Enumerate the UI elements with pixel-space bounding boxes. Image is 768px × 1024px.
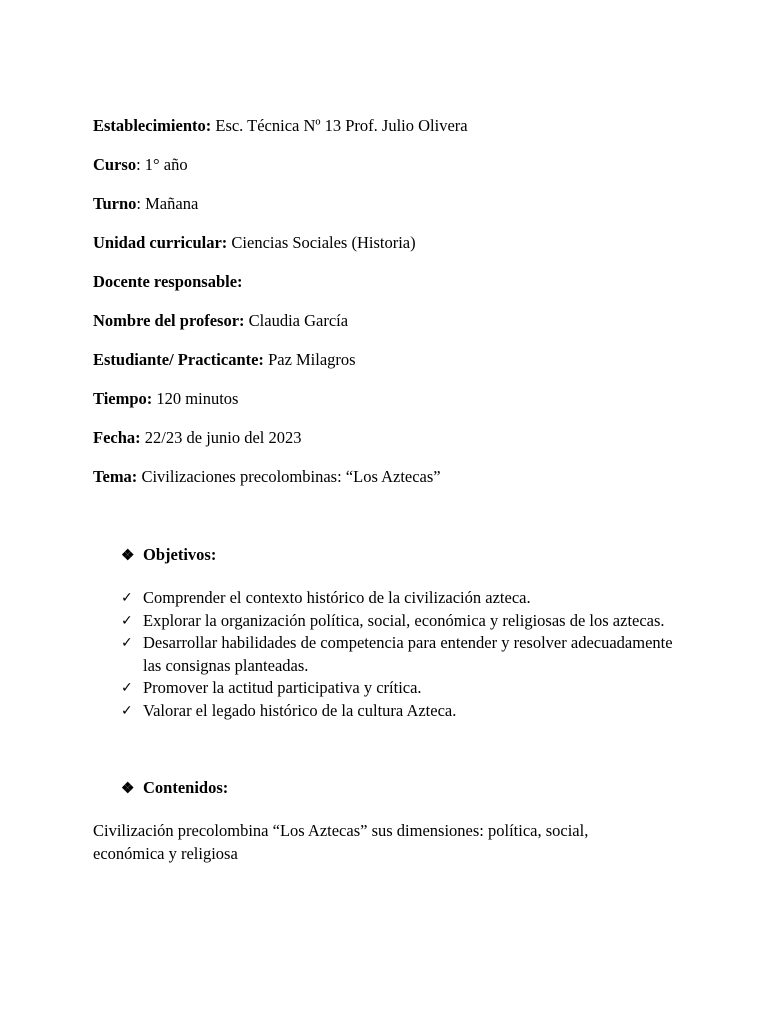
- field-label: Turno: [93, 194, 137, 213]
- objective-text: Explorar la organización política, social, económica y religiosas de los aztecas.: [143, 610, 665, 630]
- list-item: [121, 610, 681, 633]
- field-value: 22/23 de junio del 2023: [140, 428, 302, 447]
- contents-heading: [121, 778, 228, 799]
- field-label: Estudiante/ Practicante:: [93, 350, 264, 369]
- objective-text: Comprender el contexto histórico de la civilización azteca.: [143, 588, 531, 607]
- field-establecimiento: [93, 116, 468, 136]
- field-value: Ciencias Sociales (Historia): [227, 233, 416, 252]
- field-tema: [93, 467, 441, 487]
- field-label: Tiempo:: [93, 389, 153, 408]
- field-fecha: [93, 428, 302, 448]
- list-item: [121, 677, 681, 700]
- field-value: : Mañana: [136, 194, 199, 213]
- field-value: Paz Milagros: [263, 350, 356, 369]
- objectives-heading: [121, 545, 216, 566]
- list-item: [121, 700, 681, 723]
- field-nombre-profesor: [93, 311, 348, 331]
- field-estudiante: [93, 350, 356, 370]
- objective-text: Valorar el legado histórico de la cultura Azteca.: [143, 700, 457, 720]
- field-turno: [93, 194, 198, 214]
- objective-text: Desarrollar habilidades de competencia para entender y resolver adecuadamente las consignas planteadas.: [143, 633, 673, 675]
- checkmark-icon: ✓: [121, 680, 133, 696]
- checkmark-icon: ✓: [121, 635, 133, 651]
- field-curso: [93, 155, 188, 175]
- checkmark-icon: ✓: [121, 612, 133, 629]
- field-value: Civilizaciones precolombinas: “Los Aztecas”: [137, 467, 441, 486]
- field-value: : 1° año: [136, 155, 188, 174]
- checkmark-icon: ✓: [121, 590, 133, 606]
- field-value: 120 minutos: [152, 389, 239, 408]
- diamond-bullet-icon: ❖: [121, 548, 135, 564]
- field-value: Esc. Técnica Nº 13 Prof. Julio Olivera: [211, 116, 468, 135]
- field-label: Establecimiento:: [93, 116, 212, 135]
- objectives-list: [121, 587, 681, 722]
- list-item: [121, 632, 681, 677]
- field-docente-responsable: [93, 272, 243, 292]
- field-label: Docente responsable:: [93, 272, 243, 291]
- diamond-bullet-icon: ❖: [121, 781, 135, 797]
- list-item: [121, 587, 681, 610]
- field-label: Curso: [93, 155, 137, 174]
- objective-text: Promover la actitud participativa y crítica.: [143, 678, 422, 697]
- contents-paragraph: Civilización precolombina “Los Aztecas” sus dimensiones: política, social, económica y religiosa: [93, 821, 589, 863]
- field-value: Claudia García: [244, 311, 349, 330]
- field-tiempo: [93, 389, 238, 409]
- field-label: Tema:: [93, 467, 138, 486]
- field-label: Unidad curricular:: [93, 233, 228, 252]
- field-unidad-curricular: [93, 233, 416, 253]
- field-label: Nombre del profesor:: [93, 311, 245, 330]
- contents-heading-text: Contenidos:: [143, 778, 229, 797]
- field-label: Fecha:: [93, 428, 141, 447]
- checkmark-icon: ✓: [121, 702, 133, 719]
- objectives-heading-text: Objetivos:: [143, 545, 217, 564]
